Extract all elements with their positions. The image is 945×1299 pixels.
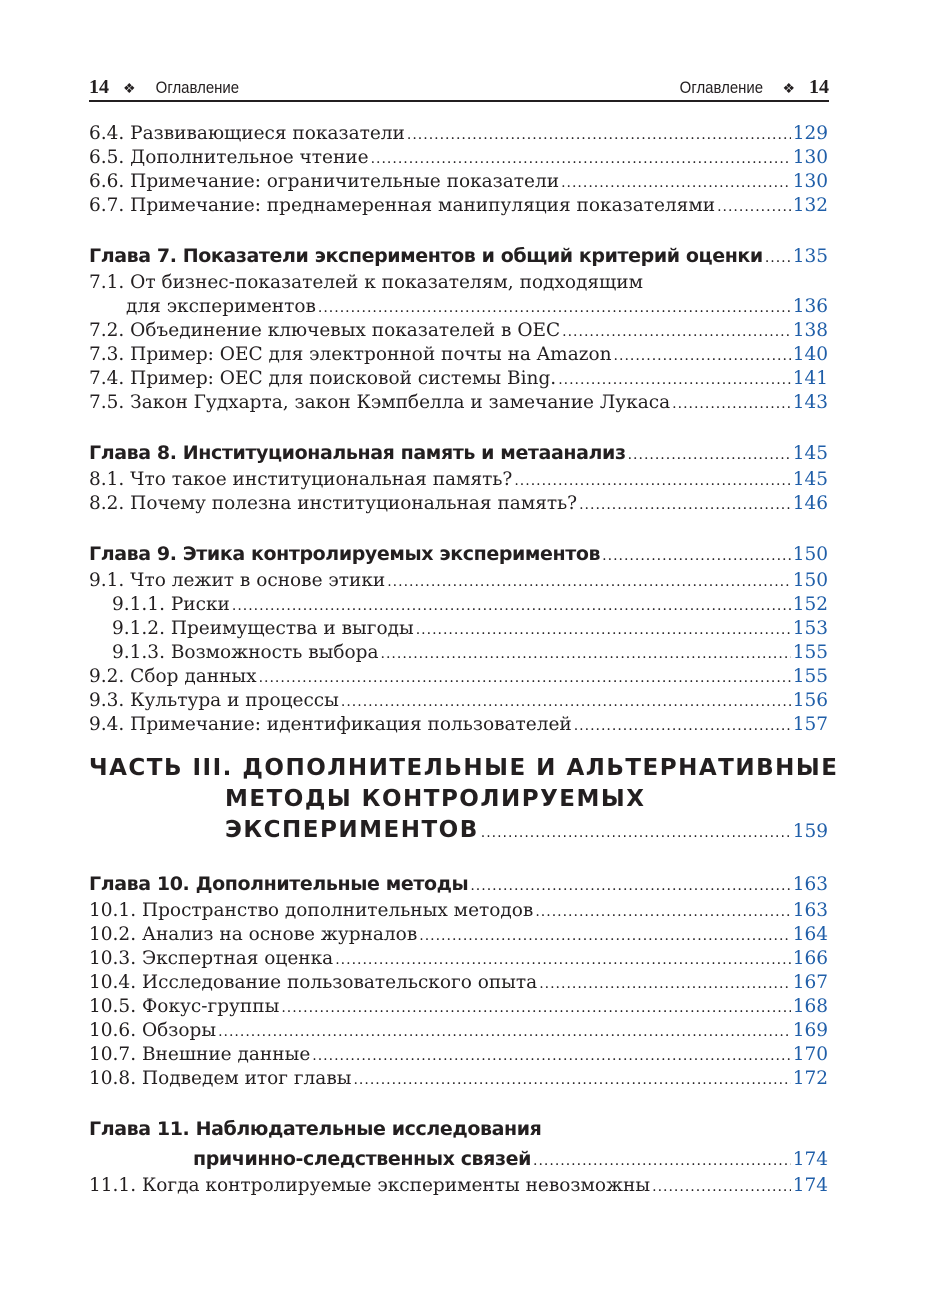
toc-page-number[interactable]: 140: [792, 344, 828, 365]
toc-entry-title: 6.6. Примечание: ограничительные показатели: [89, 171, 560, 192]
toc-page-number[interactable]: 172: [792, 1068, 828, 1089]
toc-entry[interactable]: [89, 492, 828, 516]
toc-entry-title: Глава 8. Институциональная память и метаанализ: [89, 442, 626, 464]
toc-entry[interactable]: [89, 689, 828, 713]
toc-page-number[interactable]: 130: [792, 147, 828, 168]
toc-entry[interactable]: [89, 713, 828, 737]
toc-entry-title: ЭКСПЕРИМЕНТОВ: [225, 817, 479, 843]
toc-page-number[interactable]: 145: [792, 469, 828, 490]
toc-page-number[interactable]: 132: [792, 195, 828, 216]
dot-leader: [353, 1068, 790, 1092]
toc-entry-title: 7.5. Закон Гудхарта, закон Кэмпбелла и замечание Лукаса: [89, 392, 671, 413]
toc-entry-title: 6.5. Дополнительное чтение: [89, 147, 369, 168]
toc-page-number[interactable]: 129: [792, 123, 828, 144]
toc-entry-title: 9.1.1. Риски: [112, 594, 230, 615]
dot-leader: [371, 147, 791, 171]
toc-page-number[interactable]: 166: [792, 948, 828, 969]
toc-entry-title: 8.1. Что такое институциональная память?: [89, 469, 513, 490]
toc-page-number[interactable]: 167: [792, 972, 828, 993]
dot-leader: [628, 440, 791, 470]
toc-entry-title: 9.1. Что лежит в основе этики: [89, 570, 386, 591]
toc-entry-title: 10.8. Подведем итог главы: [89, 1068, 352, 1089]
toc-chapter-multiline[interactable]: [89, 1114, 828, 1174]
toc-entry[interactable]: [89, 1019, 828, 1043]
toc-entry[interactable]: [89, 665, 828, 689]
toc-entry[interactable]: [89, 617, 828, 641]
dot-leader: [562, 320, 791, 344]
toc-entry-title: 9.1.3. Возможность выбора: [112, 642, 379, 663]
toc-entry[interactable]: [89, 391, 828, 415]
dot-leader: [218, 1020, 791, 1044]
toc-entry[interactable]: [89, 295, 828, 319]
dot-leader: [579, 493, 791, 517]
dot-leader: [574, 714, 791, 738]
toc-entry[interactable]: [89, 146, 828, 170]
toc-entry[interactable]: [89, 1067, 828, 1091]
toc-page-number[interactable]: 155: [792, 666, 828, 687]
dot-leader: [514, 469, 790, 493]
toc-entry[interactable]: [89, 122, 828, 146]
toc-entry-title: 7.4. Пример: OEC для поисковой системы Bing.: [89, 368, 557, 389]
toc-entry[interactable]: [89, 1043, 828, 1067]
header-left: [89, 76, 244, 99]
dot-leader: [535, 900, 790, 924]
toc-entry-title: 6.7. Примечание: преднамеренная манипуляция показателями: [89, 195, 716, 216]
dot-leader: [481, 818, 791, 849]
dot-leader: [407, 123, 791, 147]
toc-entry[interactable]: [89, 899, 828, 923]
toc-page-number[interactable]: 157: [792, 714, 828, 735]
toc-entry-title: Глава 9. Этика контролируемых экспериментов: [89, 543, 601, 565]
toc-page-number[interactable]: 159: [792, 821, 828, 842]
dot-leader: [765, 243, 791, 273]
dot-leader: [387, 570, 790, 594]
toc-page-number[interactable]: 164: [792, 924, 828, 945]
toc-entry[interactable]: [89, 539, 828, 569]
toc-entry[interactable]: [89, 468, 828, 492]
toc-entry[interactable]: [89, 923, 828, 947]
toc-page-number[interactable]: 136: [792, 296, 828, 317]
page-number-left: 14: [89, 76, 109, 98]
toc-page-number[interactable]: 153: [792, 618, 828, 639]
toc-page-number[interactable]: 150: [792, 570, 828, 591]
running-header: [89, 72, 829, 102]
toc-entry-title: для экспериментов: [126, 296, 316, 317]
toc-entry[interactable]: [89, 815, 828, 846]
header-right: [674, 76, 829, 99]
toc-entry[interactable]: [89, 641, 828, 665]
toc-entry[interactable]: [89, 194, 828, 218]
toc-page-number[interactable]: 141: [792, 368, 828, 389]
toc-chapter-title: Глава 11. Наблюдательные исследования: [89, 1118, 542, 1140]
toc-entry[interactable]: [89, 319, 828, 343]
header-title-left: Оглавление: [155, 78, 239, 97]
toc-page-number[interactable]: 138: [792, 320, 828, 341]
toc-part-title: ЧАСТЬ III. ДОПОЛНИТЕЛЬНЫЕ И АЛЬТЕРНАТИВНЫЕ: [89, 755, 839, 781]
toc-page-number[interactable]: 163: [792, 874, 828, 895]
toc-page-number[interactable]: 174: [792, 1149, 828, 1170]
toc-entry[interactable]: [89, 438, 828, 468]
toc-entry-title: 7.2. Объединение ключевых показателей в OEC: [89, 320, 561, 341]
toc-entry[interactable]: [89, 869, 828, 899]
dot-leader: [341, 690, 791, 714]
dot-leader: [717, 195, 791, 219]
toc-entry-title: 8.2. Почему полезна институциональная память?: [89, 493, 578, 514]
page-number-right: 14: [809, 76, 829, 98]
toc-page-number[interactable]: 168: [792, 996, 828, 1017]
toc-page-number[interactable]: 156: [792, 690, 828, 711]
toc-entry-multiline[interactable]: [89, 271, 828, 319]
toc-entry[interactable]: [89, 170, 828, 194]
dot-leader: [614, 344, 791, 368]
toc-entry[interactable]: [89, 1144, 828, 1174]
toc-entry-title: 7.3. Пример: OEC для электронной почты на Amazon: [89, 344, 612, 365]
dot-leader: [381, 642, 791, 666]
toc-entry-title: причинно-следственных связей: [193, 1148, 532, 1170]
toc-entry-title: 9.2. Сбор данных: [89, 666, 257, 687]
toc-entry[interactable]: [89, 343, 828, 367]
toc-entry[interactable]: [89, 593, 828, 617]
dot-leader: [672, 392, 791, 416]
toc-entry-title: 9.3. Культура и процессы: [89, 690, 339, 711]
toc-page-number[interactable]: 145: [792, 443, 828, 464]
dot-leader: [652, 1175, 791, 1199]
toc-page-number[interactable]: 155: [792, 642, 828, 663]
toc-entry[interactable]: [89, 947, 828, 971]
toc-page-number[interactable]: 170: [792, 1044, 828, 1065]
dot-leader: [416, 618, 791, 642]
dot-leader: [232, 594, 791, 618]
toc-page-number[interactable]: 169: [792, 1020, 828, 1041]
dot-leader: [539, 972, 791, 996]
toc-entry-title: 10.5. Фокус-группы: [89, 996, 280, 1017]
toc-entry[interactable]: [89, 569, 828, 593]
toc-part[interactable]: [89, 753, 839, 846]
toc-page-number[interactable]: 130: [792, 171, 828, 192]
dot-leader: [259, 666, 791, 690]
toc-part-title: МЕТОДЫ КОНТРОЛИРУЕМЫХ: [225, 786, 646, 812]
dot-leader: [335, 948, 790, 972]
toc-entry[interactable]: [89, 995, 828, 1019]
dot-leader: [533, 1146, 791, 1176]
toc-entry-title: 9.1.2. Преимущества и выгоды: [112, 618, 414, 639]
dot-leader: [561, 171, 791, 195]
dot-leader: [558, 368, 790, 392]
dot-leader: [470, 871, 790, 901]
ornament-icon: ❖: [123, 80, 136, 96]
toc-entry-title: 11.1. Когда контролируемые эксперименты невозможны: [89, 1175, 651, 1196]
toc-entry-title: 10.1. Пространство дополнительных методов: [89, 900, 534, 921]
toc-entry-title: 10.3. Экспертная оценка: [89, 948, 334, 969]
toc-entry-title: 10.6. Обзоры: [89, 1020, 217, 1041]
toc-entry[interactable]: [89, 241, 828, 271]
toc-entry[interactable]: [89, 971, 828, 995]
toc-page-number[interactable]: 152: [792, 594, 828, 615]
toc-page-number[interactable]: 146: [792, 493, 828, 514]
dot-leader: [419, 924, 790, 948]
toc-entry-title: 9.4. Примечание: идентификация пользователей: [89, 714, 572, 735]
dot-leader: [281, 996, 790, 1020]
toc-entry[interactable]: [89, 367, 828, 391]
table-of-contents: [89, 122, 839, 1198]
ornament-icon: ❖: [782, 80, 795, 96]
toc-page-number[interactable]: 163: [792, 900, 828, 921]
toc-entry-title: 10.4. Исследование пользовательского опыта: [89, 972, 538, 993]
toc-page-number[interactable]: 143: [792, 392, 828, 413]
toc-page-number[interactable]: 150: [792, 544, 828, 565]
dot-leader: [602, 541, 791, 571]
toc-entry-title: Глава 10. Дополнительные методы: [89, 873, 469, 895]
toc-entry-title: 10.2. Анализ на основе журналов: [89, 924, 418, 945]
dot-leader: [312, 1044, 790, 1068]
toc-entry-title: 7.1. От бизнес-показателей к показателям, подходящим: [89, 272, 643, 293]
dot-leader: [318, 296, 791, 320]
toc-page-number[interactable]: 135: [792, 246, 828, 267]
toc-page-number[interactable]: 174: [792, 1175, 828, 1196]
toc-entry-title: 10.7. Внешние данные: [89, 1044, 311, 1065]
toc-entry[interactable]: [89, 1174, 828, 1198]
toc-entry-title: Глава 7. Показатели экспериментов и общий критерий оценки: [89, 245, 763, 267]
header-title-right: Оглавление: [679, 78, 763, 97]
toc-entry-title: 6.4. Развивающиеся показатели: [89, 123, 405, 144]
